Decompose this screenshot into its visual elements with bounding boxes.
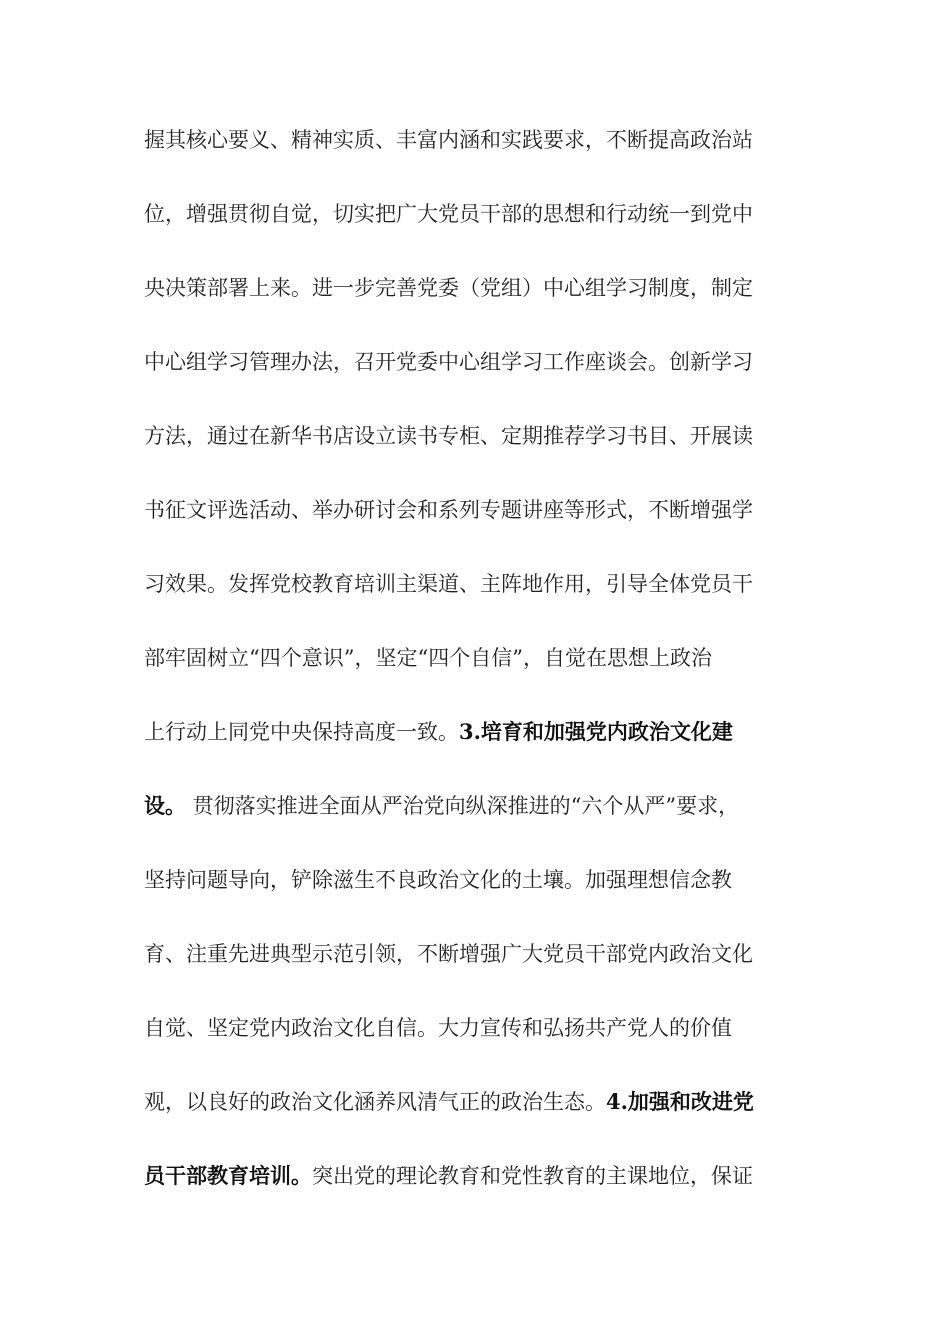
text-line (144, 490, 814, 564)
line-text: 上行动上同党中央保持高度一致。 (144, 720, 459, 744)
text-line (144, 342, 814, 416)
text-line (144, 1008, 814, 1082)
bold-heading-text: 员干部教育培训。 (144, 1163, 312, 1188)
line-text: 观，以良好的政治文化涵养风清气正的政治生态。 (144, 1090, 606, 1114)
line-text: 习效果。发挥党校教育培训主渠道、主阵地作用，引导全体党员干 (144, 572, 753, 596)
line-text: 位，增强贯彻自觉，切实把广大党员干部的思想和行动统一到党中 (144, 202, 753, 226)
line-text: 自觉、坚定党内政治文化自信。大力宣传和弘扬共产党人的价值 (144, 1016, 732, 1040)
text-line (144, 638, 814, 712)
line-text: 中心组学习管理办法，召开党委中心组学习工作座谈会。创新学习 (144, 350, 753, 374)
bold-heading-text: 设。 (144, 793, 186, 818)
text-line (144, 416, 814, 490)
text-line (144, 1082, 814, 1156)
text-line (144, 268, 814, 342)
line-text: 贯彻落实推进全面从严治党向纵深推进的“六个从严”要求， (186, 794, 740, 818)
line-text: 央决策部署上来。进一步完善党委（党组）中心组学习制度，制定 (144, 276, 753, 300)
bold-heading-text: 4.加强和改进党 (606, 1089, 754, 1114)
text-line (144, 860, 814, 934)
line-text: 突出党的理论教育和党性教育的主课地位，保证 (312, 1164, 753, 1188)
line-text: 握其核心要义、精神实质、丰富内涵和实践要求，不断提高政治站 (144, 128, 753, 152)
text-line (144, 564, 814, 638)
line-text: 书征文评选活动、举办研讨会和系列专题讲座等形式，不断增强学 (144, 498, 753, 522)
line-text: 坚持问题导向，铲除滋生不良政治文化的土壤。加强理想信念教 (144, 868, 732, 892)
text-line (144, 786, 814, 860)
text-line (144, 1156, 814, 1230)
line-text: 部牢固树立“四个意识”，坚定“四个自信”，自觉在思想上政治 (144, 646, 712, 670)
line-text: 方法，通过在新华书店设立读书专柜、定期推荐学习书目、开展读 (144, 424, 753, 448)
text-line (144, 934, 814, 1008)
text-line (144, 712, 814, 786)
bold-heading-text: 3.培育和加强党内政治文化建 (459, 719, 733, 744)
text-line (144, 120, 814, 194)
body-text (144, 120, 814, 1230)
text-line (144, 194, 814, 268)
line-text: 育、注重先进典型示范引领，不断增强广大党员干部党内政治文化 (144, 942, 753, 966)
